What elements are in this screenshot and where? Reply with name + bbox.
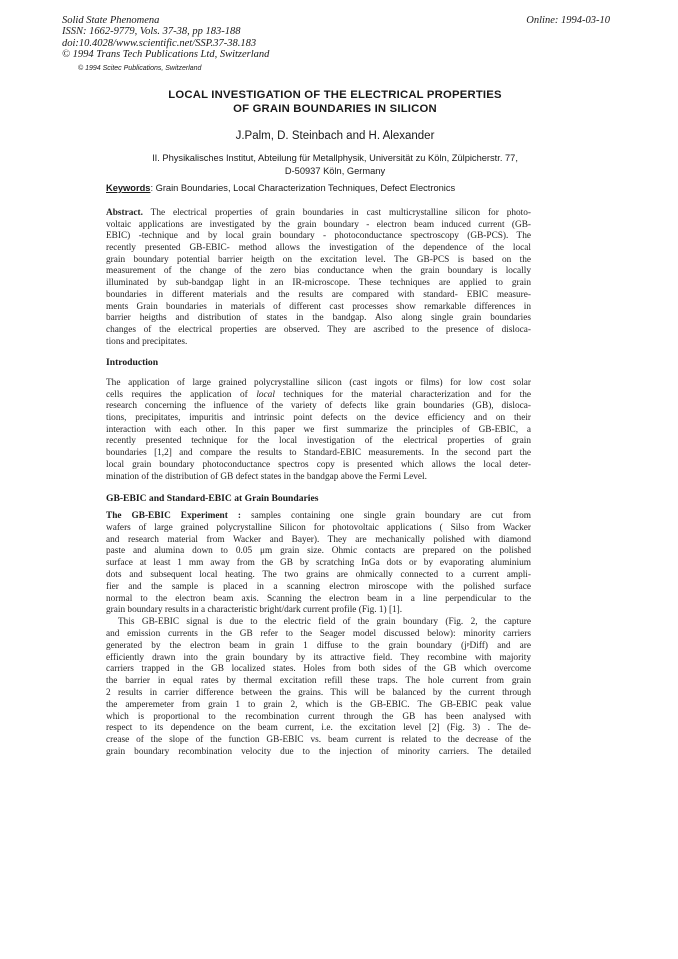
abstract-line: tions and precipitates.	[106, 336, 188, 347]
affiliation-line: II. Physikalisches Institut, Abteilung für Metallphysik, Universität zu Köln, Zülpicherstr. 77,	[152, 153, 518, 163]
abstract-line: measurement of the change of the zero bias conductance when the grain boundary is locally	[106, 266, 531, 277]
section-line: paste and alumina down to 0.05 μm grain size. Ohmic contacts are prepared on the polished	[106, 546, 531, 557]
section-line: efficiently drawn into the grain boundary by its attractive field. They recombine with majority	[106, 652, 531, 663]
abstract-line: Abstract. The electrical properties of grain boundaries in cast multicrystalline silicon for photo-	[106, 208, 531, 218]
intro-line: The application of large grained polycrystalline silicon (cast ingots or films) for low cost solar	[106, 378, 531, 388]
section-line: wafers of large grained polycrystalline Silicon for photovoltaic applications ( Silso from Wacker	[106, 522, 531, 533]
affiliation	[95, 152, 575, 177]
abstract-line: changes of the electrical properties are observed. They are ascribed to the presence of disloca-	[106, 324, 531, 335]
intro-line: interaction with each other. In this paper we first summarize the principles of GB-EBIC, a	[106, 424, 531, 435]
section-line: the amperemeter from grain 1 to grain 2, which is the GB-EBIC. The GB-EBIC peak value	[106, 699, 531, 710]
intro-line: mination of the distribution of GB defect states in the bandgap above the Fermi Level.	[106, 471, 427, 482]
citation-header	[62, 15, 269, 60]
abstract-line: voltaic applications are investigated by the grain boundary - electron beam induced current (GB-	[106, 219, 531, 230]
experiment-label: The GB-EBIC Experiment :	[106, 511, 241, 521]
intro-line: cells requires the application of local techniques for the material characterization and for the	[106, 389, 531, 400]
section-line: crease of the slope of the function GB-EBIC vs. beam current is related to the decrease of the	[106, 735, 531, 746]
section-line: grain boundary results in a characteristic bright/dark current profile (Fig. 1) [1].	[106, 605, 403, 616]
abstract-line: grain boundary potential barrier heigth on the excitation level. The GB-PCS is based on the	[106, 254, 531, 265]
intro-line: boundaries [1,2] and compare the results to Standard-EBIC measurements. In the second part the	[106, 448, 531, 459]
intro-line: tions, precipitates, impuritis and intrinsic point defects on the device efficiency and on their	[106, 413, 531, 424]
title-line: LOCAL INVESTIGATION OF THE ELECTRICAL PROPERTIES	[168, 89, 502, 101]
keywords-text: : Grain Boundaries, Local Characterization Techniques, Defect Electronics	[150, 183, 456, 193]
section-line: and research material from Wacker and Bayer). They are mechanically polished with diamond	[106, 534, 531, 545]
publisher-copyright: © 1994 Scitec Publications, Switzerland	[78, 65, 202, 72]
gbebic-section-heading: GB-EBIC and Standard-EBIC at Grain Boundaries	[106, 493, 319, 504]
doi-line[interactable]: doi:10.4028/www.scientific.net/SSP.37-38.183	[62, 37, 257, 49]
section-line: carriers trapped in the GB localized states. Holes from both sides of the GB which overcome	[106, 664, 531, 675]
keywords-label: Keywords	[106, 183, 151, 193]
section-line: surface at least 1 mm away from the GB by scratching InGa dots or by evaporating aluminium	[106, 558, 531, 569]
section-line: and emission currents in the GB refer to the Seager model discussed below): minority carriers	[106, 628, 531, 639]
gbebic-section-body	[106, 511, 531, 759]
section-line: which is proportional to the recombination current through the GB has been analysed with	[106, 711, 531, 722]
section-line: dots and subsequent local heating. The two grains are ohmically connected to a current ampli-	[106, 569, 531, 580]
online-date: Online: 1994-03-10	[526, 15, 610, 26]
section-line: the barrier in equal rates by thermal excitation refill these traps. The hole current from grain	[106, 676, 531, 687]
authors: J.Palm, D. Steinbach and H. Alexander	[235, 130, 435, 142]
affiliation-line: D-50937 Köln, Germany	[284, 165, 386, 176]
intro-line: local grain boundary photoconductance spectros copy is presented which allows the local deter-	[106, 459, 531, 470]
section-line: generated by the electron beam in grain 1 diffuse to the grain boundary (jᵖDiff) and are	[106, 640, 531, 651]
title-line: OF GRAIN BOUNDARIES IN SILICON	[233, 102, 437, 115]
abstract-label: Abstract.	[106, 208, 143, 218]
section-line: The GB-EBIC Experiment : samples containing one single grain boundary are cut from	[106, 511, 531, 521]
abstract-line: ments Grain boundaries in materials of different cast processes show remarkable differences in	[106, 301, 531, 312]
section-line: fier and the sample is placed in a scanning electron miroscope with the polished surface	[106, 581, 531, 592]
issn-line: ISSN: 1662-9779, Vols. 37-38, pp 183-188	[62, 26, 241, 38]
abstract-line: illuminated by sub-bandgap light in an IR-microscope. These techniques are applied to grain	[106, 278, 531, 289]
abstract-line: recently presented GB-EBIC- method allows the investigation of the dependence of the local	[106, 243, 531, 254]
copyright-line: © 1994 Trans Tech Publications Ltd, Switzerland	[62, 48, 270, 60]
section-line: This GB-EBIC signal is due to the electric field of the grain boundary (Fig. 2, the capture	[118, 617, 531, 628]
paper-title	[100, 89, 570, 116]
intro-line: research concerning the influence of the variety of defects like grain boundaries (GB), disloca-	[106, 401, 531, 412]
introduction-body	[106, 378, 531, 483]
introduction-heading: Introduction	[106, 357, 159, 368]
section-line: grain boundary recombination velocity due to the injection of minority carriers. The detailed	[106, 746, 531, 757]
section-line: normal to the electron beam axis. Scanning the electron beam in a line perpendicular to the	[106, 593, 531, 604]
abstract-line: EBIC) -technique and by local grain boundary - photoconductance spectroscopy (GB-PCS). The	[106, 231, 531, 242]
abstract-line: boundaries in different materials and the results are compared with standard- EBIC measure-	[106, 289, 531, 300]
abstract-line: barrier heigths and distribution of states in the bandgap. Also along single grain boundaries	[106, 313, 531, 324]
section-line: 2 results in carrier difference between the grains. This will be balanced by the current through	[106, 687, 531, 698]
journal-name: Solid State Phenomena	[62, 15, 160, 26]
keywords	[106, 183, 455, 193]
section-line: respect to its dependence on the beam current, i.e. the excitation level [2] (Fig. 3) . The de-	[106, 723, 531, 734]
abstract	[106, 208, 531, 348]
intro-line: recently presented technique for the local investigation of the electrical properties of grain	[106, 436, 531, 447]
